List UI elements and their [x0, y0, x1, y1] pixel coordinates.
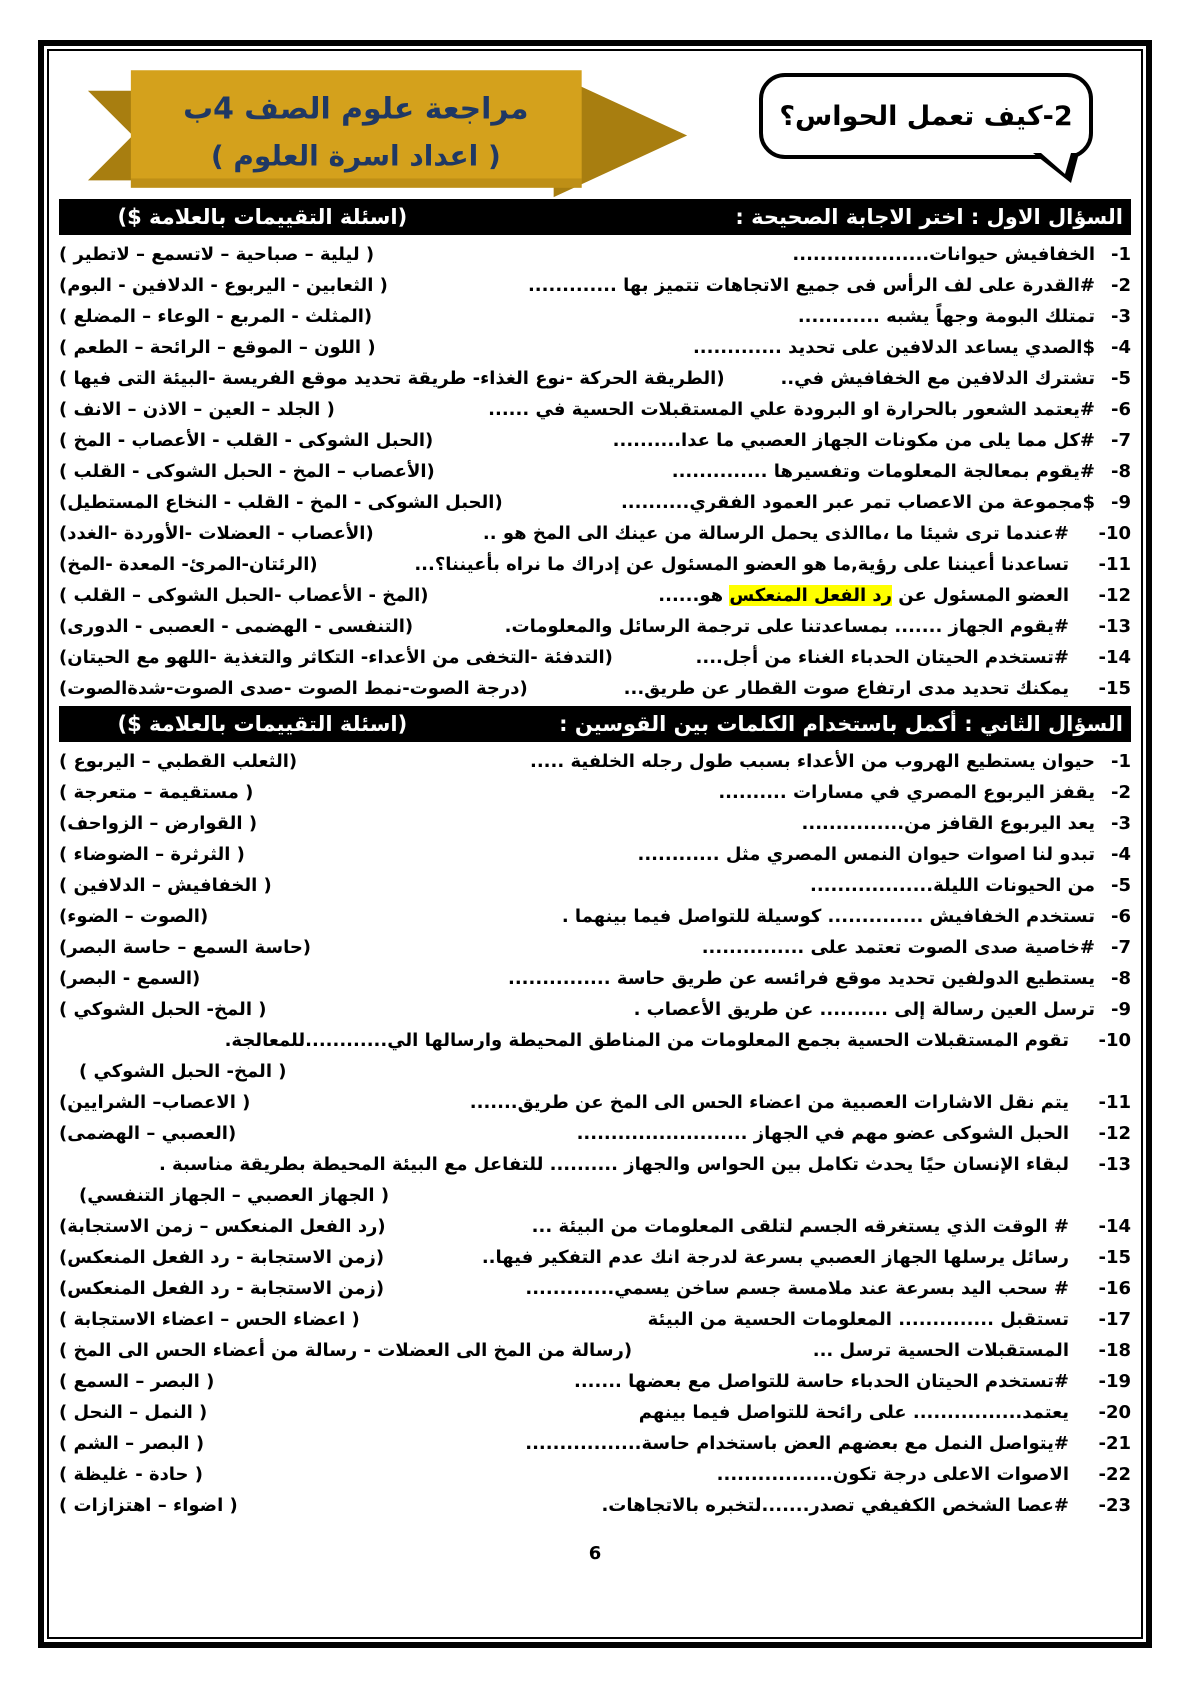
question-text: الحبل الشوكى عضو مهم في الجهاز .........................	[576, 1123, 1069, 1144]
question-text: العضو المسئول عن رد الفعل المنعكس هو......	[658, 585, 1069, 606]
question-number: 4-	[1110, 844, 1131, 865]
question-number: 10-	[1098, 523, 1131, 544]
question-text: تستقبل .............. المعلومات الحسية من البيئة	[647, 1309, 1069, 1330]
question-number: 18-	[1098, 1340, 1131, 1361]
title-ribbon-banner	[61, 59, 701, 199]
question-text: #يعتمد الشعور بالحرارة او البرودة علي المستقبلات الحسية في ......	[488, 399, 1095, 420]
question-number: 22-	[1098, 1464, 1131, 1485]
question-text: الخفافيش حيوانات....................	[792, 244, 1095, 265]
highlighted-term: رد الفعل المنعكس	[729, 585, 893, 606]
question-text: #عصا الشخص الكفيفي تصدر.......لتخبره بالاتجاهات.	[601, 1495, 1069, 1516]
question-text: #كل مما يلى من مكونات الجهاز العصبي ما عدا..........	[612, 430, 1095, 451]
speech-bubble-tail	[1033, 153, 1081, 183]
question-row	[59, 1273, 1131, 1304]
question-row	[59, 487, 1131, 518]
question-text: حيوان يستطيع الهروب من الأعداء بسبب طول رجله الخلفية .....	[530, 751, 1095, 772]
question-text: يعتمد................ على رائحة للتواصل فيما بينهم	[638, 1402, 1069, 1423]
question-number: 8-	[1110, 968, 1131, 989]
question-row	[59, 1335, 1131, 1366]
section1-tag: (اسئلة التقييمات بالعلامة $)	[117, 205, 408, 229]
question-text: تبدو لنا اصوات حيوان النمس المصري مثل ............	[637, 844, 1095, 865]
question-number: 9-	[1110, 492, 1131, 513]
question-options: ( القوارض – الزواحف)	[59, 813, 258, 834]
question-number: 3-	[1110, 306, 1131, 327]
question-row	[59, 808, 1131, 839]
question-options: (الرئتان-المرئ- المعدة -المخ)	[59, 554, 318, 575]
question-row	[59, 363, 1131, 394]
question-text: #يقوم بمعالجة المعلومات وتفسيرها ..............	[671, 461, 1095, 482]
question-options: ( الجهاز العصبي – الجهاز التنفسي)	[79, 1185, 390, 1206]
section2-title: السؤال الثاني : أكمل باستخدام الكلمات بين القوسين :	[559, 712, 1123, 736]
question-options: (زمن الاستجابة - رد الفعل المنعكس)	[59, 1278, 385, 1299]
question-options: (زمن الاستجابة - رد الفعل المنعكس)	[59, 1247, 385, 1268]
question-text: # الوقت الذي يستغرقه الجسم لتلقى المعلومات من البيئة ...	[531, 1216, 1069, 1237]
question-number: 21-	[1098, 1433, 1131, 1454]
page-header	[59, 55, 1131, 197]
question-row	[59, 1366, 1131, 1397]
question-options: (الحبل الشوكى - المخ - القلب - النخاع المستطيل)	[59, 492, 503, 513]
question-number: 23-	[1098, 1495, 1131, 1516]
question-number: 12-	[1098, 585, 1131, 606]
question-text: من الحيونات الليلة..................	[810, 875, 1095, 896]
page-inner-frame	[47, 49, 1143, 1639]
question-row	[59, 1149, 1131, 1211]
question-row	[59, 549, 1131, 580]
ribbon-band-shadow	[131, 178, 582, 187]
question-number: 1-	[1110, 751, 1131, 772]
question-options: ( مستقيمة – متعرجة )	[59, 782, 254, 803]
question-text: #تستخدم الحيتان الحدباء الغناء من أجل....	[695, 647, 1069, 668]
question-row	[59, 1397, 1131, 1428]
question-options: ( المخ- الحبل الشوكي )	[79, 1061, 287, 1082]
question-options: (الطريقة الحركة -نوع الغذاء- طريقة تحديد موقع الفريسة -البيئة التى فيها )	[59, 368, 725, 389]
ribbon-title-line2: ( اعداد اسرة العلوم )	[210, 139, 501, 173]
question-options: ( المخ- الحبل الشوكي )	[59, 999, 267, 1020]
question-options: (التنفسى - الهضمى - العصبى - الدورى)	[59, 616, 414, 637]
question-row	[59, 239, 1131, 270]
question-row	[59, 1118, 1131, 1149]
question-options: (رسالة من المخ الى العضلات - رسالة من أعضاء الحس الى المخ )	[59, 1340, 633, 1361]
question-text: لبقاء الإنسان حيًا يحدث تكامل بين الحواس والجهاز .......... للتفاعل مع البيئة المحيطة بطريقة مناسبة .	[158, 1154, 1069, 1175]
question-number: 17-	[1098, 1309, 1131, 1330]
question-number: 20-	[1098, 1402, 1131, 1423]
question-row	[59, 963, 1131, 994]
question-number: 7-	[1110, 937, 1131, 958]
lesson-title-speech-bubble	[759, 73, 1093, 159]
question-text: يتم نقل الاشارات العصبية من اعضاء الحس الى المخ عن طريق.......	[469, 1092, 1069, 1113]
question-number: 2-	[1110, 275, 1131, 296]
question-options: ( البصر – السمع )	[59, 1371, 215, 1392]
question-row	[59, 777, 1131, 808]
question-text: #يقوم الجهاز ....... بمساعدتنا على ترجمة الرسائل والمعلومات.	[504, 616, 1069, 637]
question-text: ترسل العين رسالة إلى .......... عن طريق الأعصاب .	[633, 999, 1095, 1020]
question-text: #القدرة على لف الرأس فى جميع الاتجاهات تتميز بها .............	[527, 275, 1095, 296]
section2-question-list	[59, 746, 1131, 1521]
question-row	[59, 1242, 1131, 1273]
question-options: (رد الفعل المنعكس – زمن الاستجابة)	[59, 1216, 386, 1237]
question-number: 10-	[1098, 1030, 1131, 1051]
question-options: ( النمل – النحل )	[59, 1402, 208, 1423]
question-options: (الحبل الشوكى - القلب - الأعصاب - المخ )	[59, 430, 434, 451]
question-options: (الأعصاب - العضلات -الأوردة -الغدد)	[59, 523, 374, 544]
question-options: ( اللون – الموقع – الرائحة – الطعم )	[59, 337, 376, 358]
question-number: 13-	[1098, 616, 1131, 637]
question-text: يعد اليربوع القافز من...............	[801, 813, 1095, 834]
question-options: ( الاعصاب– الشرايين)	[59, 1092, 251, 1113]
question-text: #عندما ترى شيئا ما ،ماالذى يحمل الرسالة من عينك الى المخ هو ..	[482, 523, 1069, 544]
question-options: ( اضواء – اهتزازات )	[59, 1495, 238, 1516]
question-options: (السمع - البصر)	[59, 968, 201, 989]
question-row	[59, 611, 1131, 642]
question-options: (الثعلب القطبي – اليربوع )	[59, 751, 298, 772]
question-options: (التدفئة -التخفى من الأعداء- التكاثر والتغذية -اللهو مع الحيتان)	[59, 647, 613, 668]
question-text: $الصدي يساعد الدلافين على تحديد .............	[692, 337, 1095, 358]
question-text: الاصوات الاعلى درجة تكون.................	[716, 1464, 1069, 1485]
question-number: 7-	[1110, 430, 1131, 451]
question-text: تساعدنا أعيننا على رؤية,ما هو العضو المسئول عن إدراك ما نراه بأعيننا؟...	[414, 554, 1069, 575]
question-row	[59, 1087, 1131, 1118]
question-options: (العصبي – الهضمى)	[59, 1123, 237, 1144]
question-row	[59, 673, 1131, 704]
section1-question-list	[59, 239, 1131, 704]
question-number: 14-	[1098, 647, 1131, 668]
question-row	[59, 994, 1131, 1025]
question-row	[59, 901, 1131, 932]
question-number: 6-	[1110, 399, 1131, 420]
question-row	[59, 425, 1131, 456]
question-number: 9-	[1110, 999, 1131, 1020]
question-text: تستخدم الخفافيش .............. كوسيلة للتواصل فيما بينهما .	[561, 906, 1095, 927]
question-options: (الصوت – الضوء)	[59, 906, 209, 927]
question-options: (المخ - الأعصاب -الحبل الشوكى – القلب )	[59, 585, 429, 606]
question-number: 2-	[1110, 782, 1131, 803]
question-row	[59, 456, 1131, 487]
question-number: 15-	[1098, 1247, 1131, 1268]
ribbon-banner-graphic	[61, 59, 701, 199]
question-row	[59, 932, 1131, 963]
question-row	[59, 642, 1131, 673]
question-number: 11-	[1098, 1092, 1131, 1113]
question-number: 19-	[1098, 1371, 1131, 1392]
question-number: 8-	[1110, 461, 1131, 482]
question-number: 6-	[1110, 906, 1131, 927]
question-number: 5-	[1110, 875, 1131, 896]
lesson-title-text: 2-كيف تعمل الحواس؟	[779, 100, 1073, 132]
question-text: تقوم المستقبلات الحسية بجمع المعلومات من المناطق المحيطة وارسالها الي............للمعالجة.	[224, 1030, 1069, 1051]
ribbon-title-line1: مراجعة علوم الصف 4ب	[183, 91, 529, 127]
page-footer	[59, 1543, 1131, 1564]
question-text: رسائل يرسلها الجهاز العصبي بسرعة لدرجة انك عدم التفكير فيها..	[481, 1247, 1069, 1268]
question-options: (حاسة السمع – حاسة البصر)	[59, 937, 312, 958]
question-row	[59, 1025, 1131, 1087]
question-text: # سحب اليد بسرعة عند ملامسة جسم ساخن يسمي.............	[525, 1278, 1069, 1299]
question-number: 4-	[1110, 337, 1131, 358]
question-options: ( اعضاء الحس – اعضاء الاستجابة )	[59, 1309, 360, 1330]
question-options: (الأعصاب – المخ - الحبل الشوكى - القلب )	[59, 461, 435, 482]
question-options: ( الثعابين - اليربوع - الدلافين - البوم)	[59, 275, 388, 296]
question-text: المستقبلات الحسية ترسل ...	[812, 1340, 1069, 1361]
question-options: ( الجلد – العين – الاذن – الانف )	[59, 399, 335, 420]
question-text: يقفز اليربوع المصري في مسارات ..........	[718, 782, 1095, 803]
question-options: (المثلث - المربع - الوعاء – المضلع )	[59, 306, 373, 327]
question-text: #يتواصل النمل مع بعضهم العض باستخدام حاسة.................	[525, 1433, 1069, 1454]
question-row	[59, 839, 1131, 870]
question-text: تمتلك البومة وجهاً يشبه ............	[797, 306, 1095, 327]
question-row	[59, 518, 1131, 549]
page-number: 6	[588, 1543, 602, 1564]
question-row	[59, 746, 1131, 777]
question-options: ( الخفافيش – الدلافين )	[59, 875, 272, 896]
question-number: 14-	[1098, 1216, 1131, 1237]
question-row	[59, 1428, 1131, 1459]
question-number: 11-	[1098, 554, 1131, 575]
question-row	[59, 1304, 1131, 1335]
question-row	[59, 580, 1131, 611]
question-options: ( الثرثرة – الضوضاء )	[59, 844, 245, 865]
question-number: 13-	[1098, 1154, 1131, 1175]
question-text: #تستخدم الحيتان الحدباء حاسة للتواصل مع بعضها .......	[574, 1371, 1069, 1392]
question-number: 3-	[1110, 813, 1131, 834]
question-row	[59, 301, 1131, 332]
question-number: 15-	[1098, 678, 1131, 699]
question-text: يستطيع الدولفين تحديد موقع فرائسه عن طريق حاسة ...............	[508, 968, 1095, 989]
section2-header-bar	[59, 706, 1131, 742]
question-options: ( حادة - غليظة )	[59, 1464, 204, 1485]
section2-tag: (اسئلة التقييمات بالعلامة $)	[117, 712, 408, 736]
question-text: #خاصية صدى الصوت تعتمد على ...............	[701, 937, 1095, 958]
question-row	[59, 270, 1131, 301]
question-row	[59, 394, 1131, 425]
question-row	[59, 1490, 1131, 1521]
question-options: (درجة الصوت-نمط الصوت -صدى الصوت-شدةالصوت)	[59, 678, 528, 699]
question-row	[59, 332, 1131, 363]
page-outer-frame	[38, 40, 1152, 1648]
question-row	[59, 1459, 1131, 1490]
section1-header-bar	[59, 199, 1131, 235]
question-number: 16-	[1098, 1278, 1131, 1299]
section1-title: السؤال الاول : اختر الاجابة الصحيحة :	[735, 205, 1123, 229]
question-text: تشترك الدلافين مع الخفافيش في..	[780, 368, 1095, 389]
question-number: 1-	[1110, 244, 1131, 265]
question-number: 5-	[1110, 368, 1131, 389]
question-options: ( البصر – الشم )	[59, 1433, 205, 1454]
question-row	[59, 870, 1131, 901]
question-options: ( ليلية – صباحية – لاتسمع – لاتطير )	[59, 244, 375, 265]
question-text: $مجموعة من الاعصاب تمر عبر العمود الفقري..........	[620, 492, 1095, 513]
question-row	[59, 1211, 1131, 1242]
question-text: يمكنك تحديد مدى ارتفاع صوت القطار عن طريق...	[623, 678, 1069, 699]
question-number: 12-	[1098, 1123, 1131, 1144]
